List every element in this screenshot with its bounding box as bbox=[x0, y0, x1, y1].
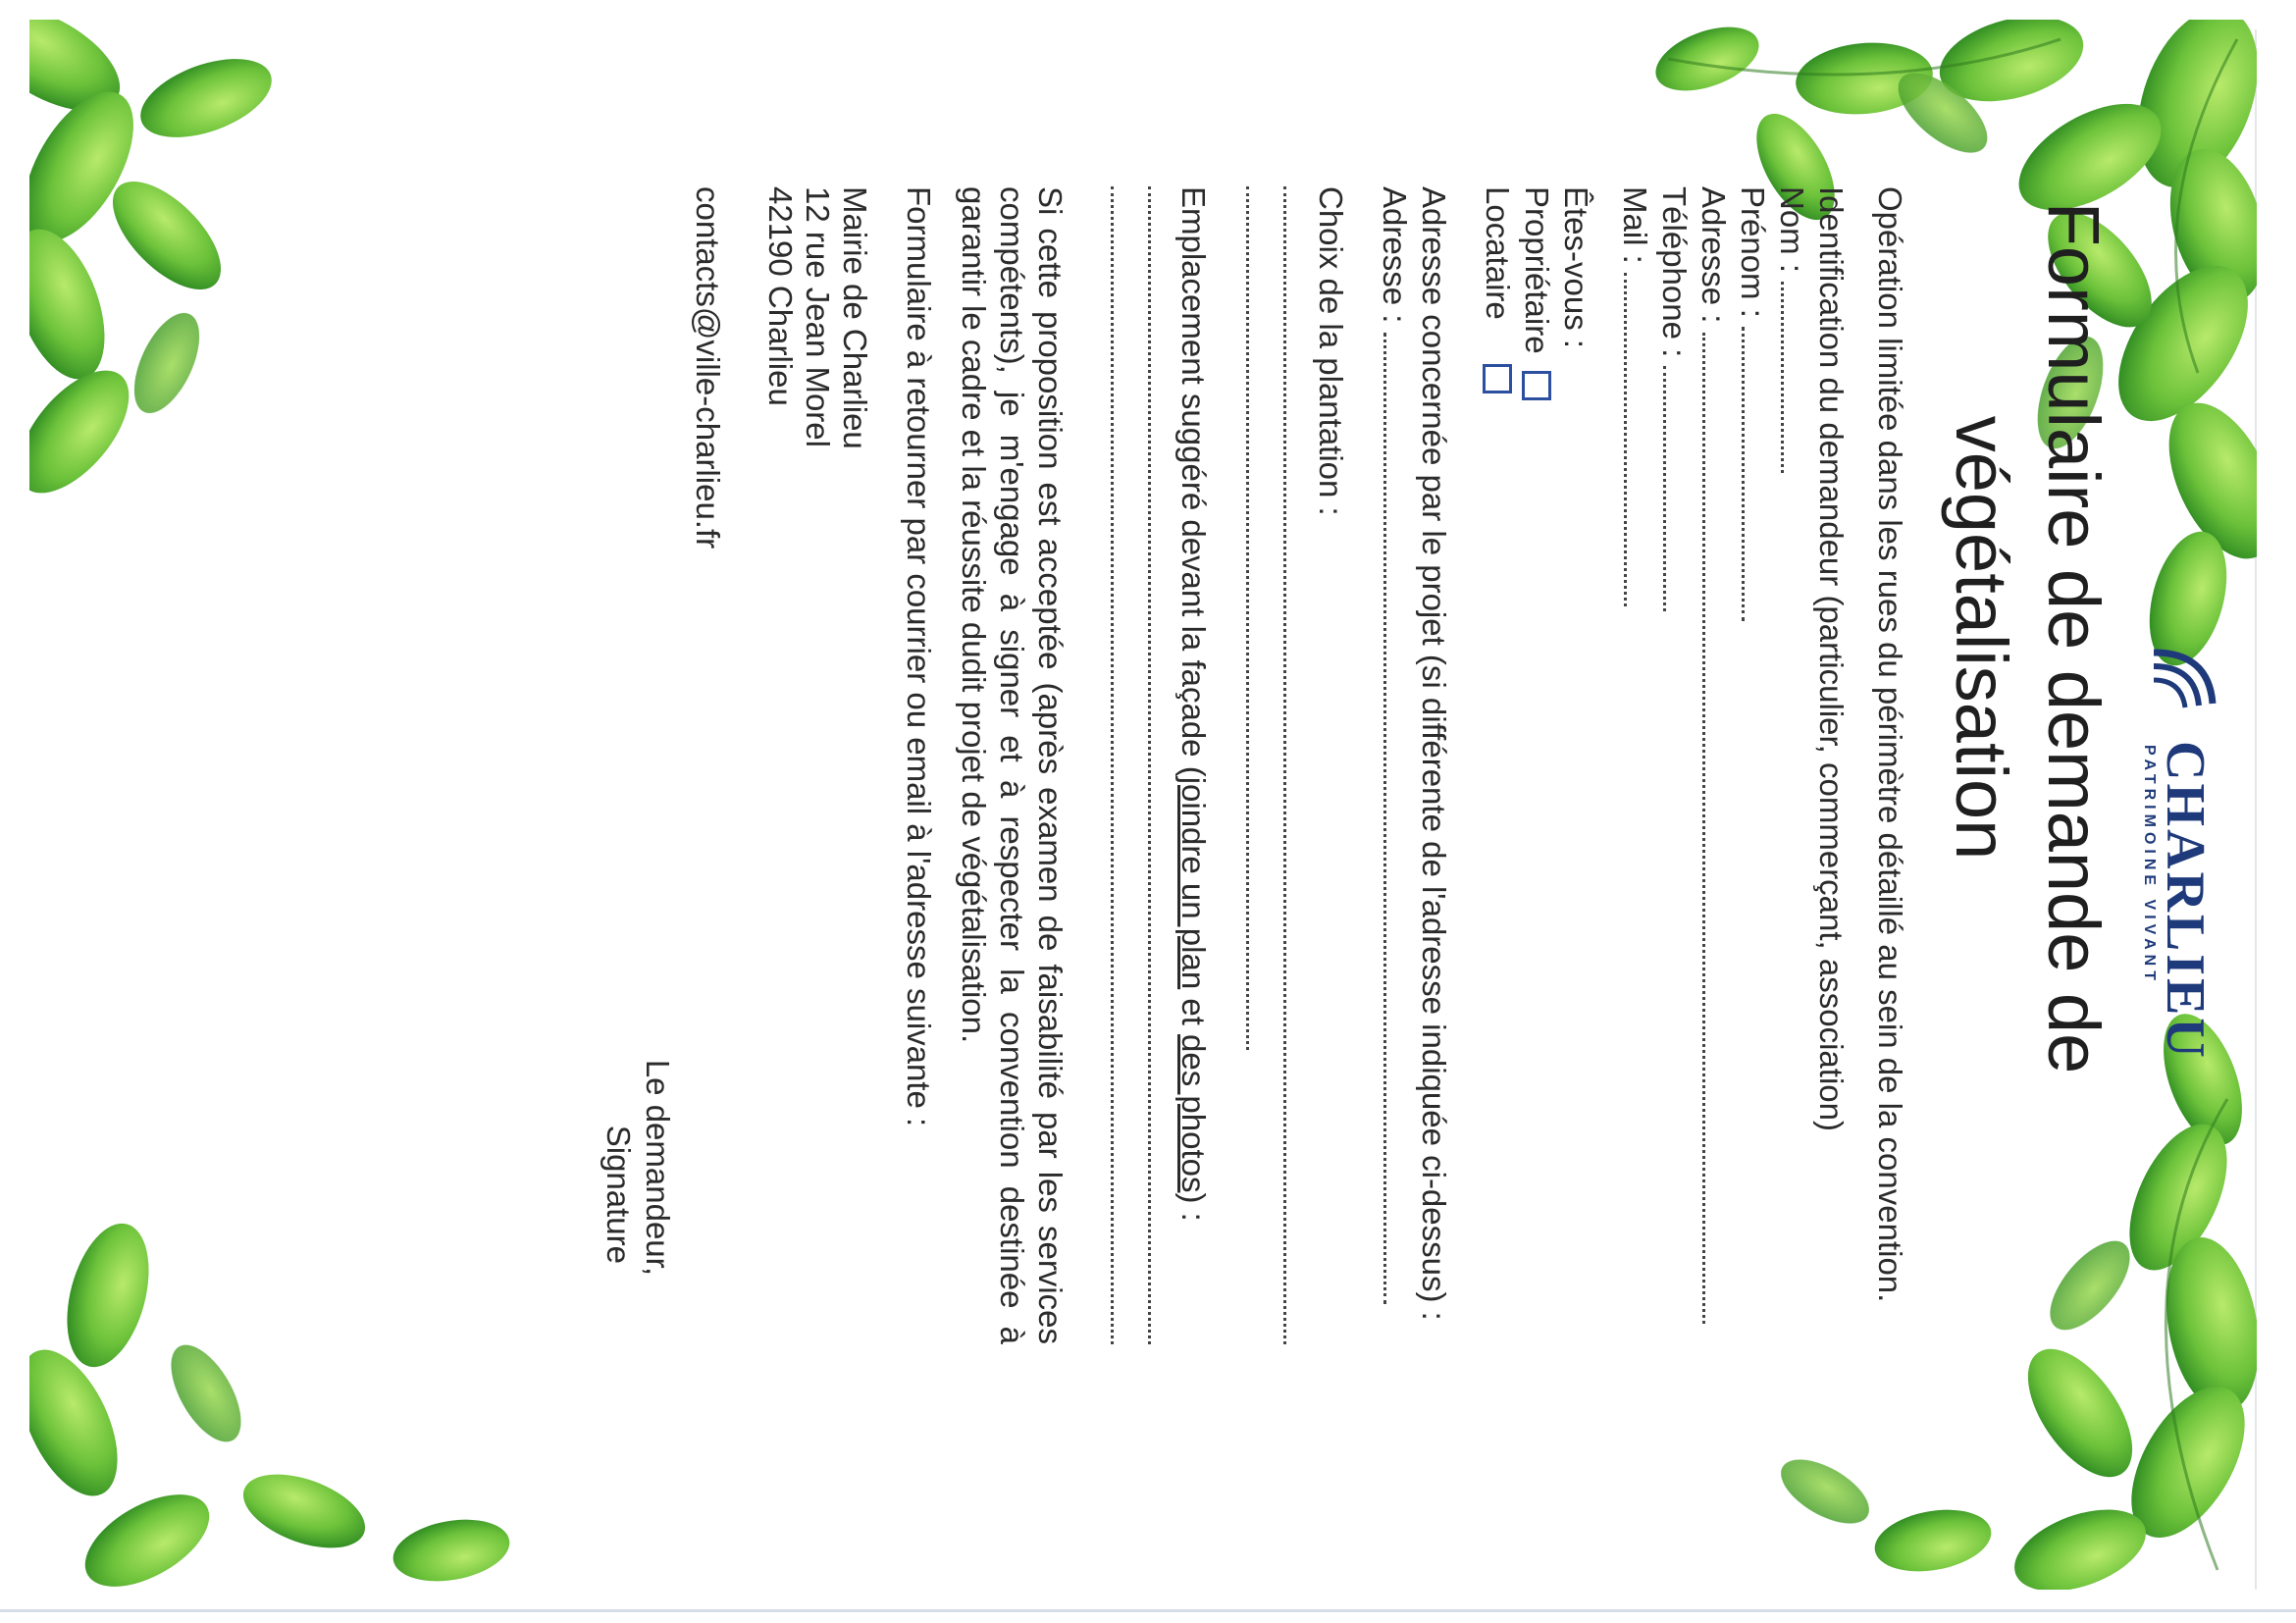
signature-line-1: Le demandeur, bbox=[640, 1059, 676, 1276]
telephone-field[interactable] bbox=[1663, 366, 1692, 611]
location-prefix: Emplacement suggéré devant la façade ( bbox=[1175, 186, 1212, 777]
nom-field[interactable] bbox=[1781, 282, 1809, 473]
address-line-1: Mairie de Charlieu bbox=[837, 186, 873, 449]
scan-edge-bottom bbox=[0, 1609, 2296, 1612]
telephone-row bbox=[1655, 186, 1693, 611]
adresse-row bbox=[1695, 186, 1732, 1324]
project-address-heading: Adresse concernée par le projet (si différente de l'adresse indiquée ci-dessus) : bbox=[1416, 186, 1452, 1321]
location-line bbox=[1140, 186, 1177, 1344]
telephone-label: Téléphone : bbox=[1656, 186, 1693, 358]
commitment-paragraph: Si cette proposition est acceptée (après examen de faisabilité par les services compétents), je m'engage à signer et à respecter la convention destinée à garantir le cadre et la réussite dudit projet de végétalisation. bbox=[956, 186, 1069, 1344]
plan-link: joindre un plan bbox=[1175, 776, 1212, 990]
plantation-line bbox=[1276, 186, 1313, 1344]
swirl-logo-icon bbox=[2144, 643, 2222, 721]
plantation-field[interactable] bbox=[1283, 186, 1312, 1344]
locataire-row bbox=[1479, 186, 1516, 393]
plantation-label: Choix de la plantation : bbox=[1313, 186, 1349, 516]
proprietaire-label: Propriétaire bbox=[1519, 186, 1555, 354]
adresse-field[interactable] bbox=[1702, 333, 1731, 1324]
return-note: Formulaire à retourner par courrier ou email à l'adresse suivante : bbox=[901, 186, 937, 1127]
photos-link: des photos bbox=[1175, 1034, 1212, 1193]
status-question: Êtes-vous : bbox=[1558, 186, 1594, 349]
charlieu-logo bbox=[2134, 643, 2222, 1061]
prenom-label: Prénom : bbox=[1735, 186, 1771, 318]
project-address-row bbox=[1376, 186, 1413, 1304]
page-title: Formulaire de demande de végétalisation bbox=[1941, 201, 2114, 1074]
signature-block bbox=[599, 952, 677, 1276]
locataire-label: Locataire bbox=[1480, 186, 1516, 320]
contact-email: contacts@ville-charlieu.fr bbox=[690, 186, 726, 550]
location-line-2 bbox=[1103, 186, 1140, 1344]
prenom-row bbox=[1734, 186, 1771, 621]
plantation-line-2 bbox=[1238, 186, 1276, 1050]
project-address-field[interactable] bbox=[1383, 333, 1412, 1304]
address-line-3: 42190 Charlieu bbox=[762, 186, 799, 406]
location-middle: et bbox=[1175, 989, 1212, 1035]
project-address-label: Adresse : bbox=[1377, 186, 1413, 324]
plantation-field-2[interactable] bbox=[1246, 186, 1275, 1050]
signature-line-2: Signature bbox=[600, 1125, 637, 1264]
nom-label: Nom : bbox=[1774, 186, 1810, 274]
proprietaire-row bbox=[1518, 186, 1555, 400]
location-suffix: ) : bbox=[1175, 1192, 1212, 1222]
intro-text: Opération limitée dans les rues du périmètre détaillé au sein de la convention. bbox=[1872, 186, 1908, 1303]
location-field-2[interactable] bbox=[1111, 186, 1139, 1344]
locataire-checkbox[interactable] bbox=[1483, 364, 1512, 393]
adresse-label: Adresse : bbox=[1696, 186, 1732, 324]
location-heading bbox=[1174, 186, 1212, 1222]
mail-field[interactable] bbox=[1624, 273, 1652, 606]
location-field[interactable] bbox=[1148, 186, 1176, 1344]
proprietaire-checkbox[interactable] bbox=[1522, 371, 1551, 400]
form-page bbox=[0, 20, 2257, 1590]
logo-name: CHARLIEU bbox=[2155, 741, 2216, 1061]
mail-label: Mail : bbox=[1617, 186, 1653, 264]
logo-tagline: PATRIMOINE VIVANT bbox=[2141, 745, 2158, 985]
identification-heading: Identification du demandeur (particulier, commerçant, association) bbox=[1813, 186, 1850, 1131]
prenom-field[interactable] bbox=[1742, 327, 1770, 621]
mail-row bbox=[1616, 186, 1653, 606]
address-line-2: 12 rue Jean Morel bbox=[800, 186, 836, 447]
nom-row bbox=[1773, 186, 1810, 473]
